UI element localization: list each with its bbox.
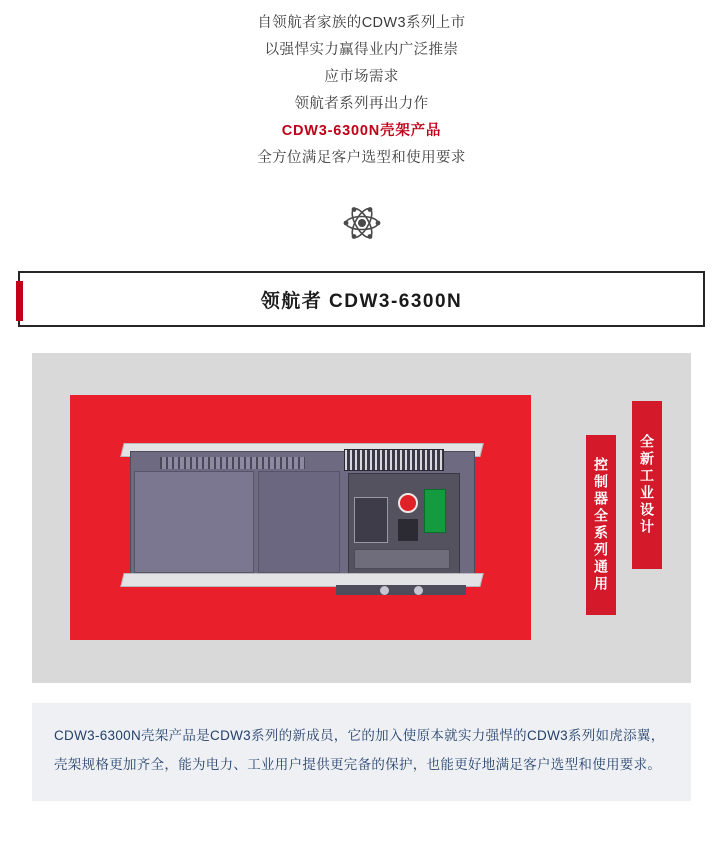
ornament-wrap (0, 200, 723, 246)
intro-line-1: 自领航者家族的CDW3系列上市 (257, 15, 466, 31)
device-knob-right-icon (414, 586, 423, 595)
device-vent-grille (160, 457, 305, 469)
feature-banner-controller: 控制器全系列通用 (586, 435, 616, 615)
device-nameplate (354, 549, 450, 569)
description-text: CDW3-6300N壳架产品是CDW3系列的新成员，它的加入使原本就实力强悍的CDW3系列如虎添翼，壳架规格更加齐全，能为电力、工业用户提供更完备的保护，也能更好地满足客户选型和使用要求。 (54, 728, 665, 772)
section-title-text: 领航者 CDW3-6300N (260, 290, 463, 312)
device-knob-left-icon (380, 586, 389, 595)
device-display-screen (354, 497, 388, 543)
intro-line-2: 以强悍实力赢得业内广泛推崇 (264, 42, 459, 58)
device-base-rail (336, 585, 466, 595)
device-terminal-strip (344, 449, 444, 471)
device-left-panel (134, 471, 254, 573)
device-red-button-icon (398, 493, 418, 513)
feature-banner-design: 全新工业设计 (632, 401, 662, 569)
intro-line-3: 应市场需求 (324, 69, 399, 85)
circuit-breaker-illustration (122, 437, 482, 595)
section-title-bar (18, 271, 705, 327)
product-image-panel (32, 353, 691, 683)
description-box (32, 703, 691, 801)
intro-block (0, 0, 723, 172)
intro-line-4: 领航者系列再出力作 (294, 96, 429, 112)
atom-ornament-icon (341, 202, 383, 244)
device-green-button-icon (424, 489, 446, 533)
intro-line-6: 全方位满足客户选型和使用要求 (257, 150, 466, 166)
device-middle-panel (258, 471, 340, 573)
device-dark-button-icon (398, 519, 418, 541)
intro-line-highlight: CDW3-6300N壳架产品 (281, 123, 442, 139)
product-photo-backdrop (70, 395, 531, 640)
